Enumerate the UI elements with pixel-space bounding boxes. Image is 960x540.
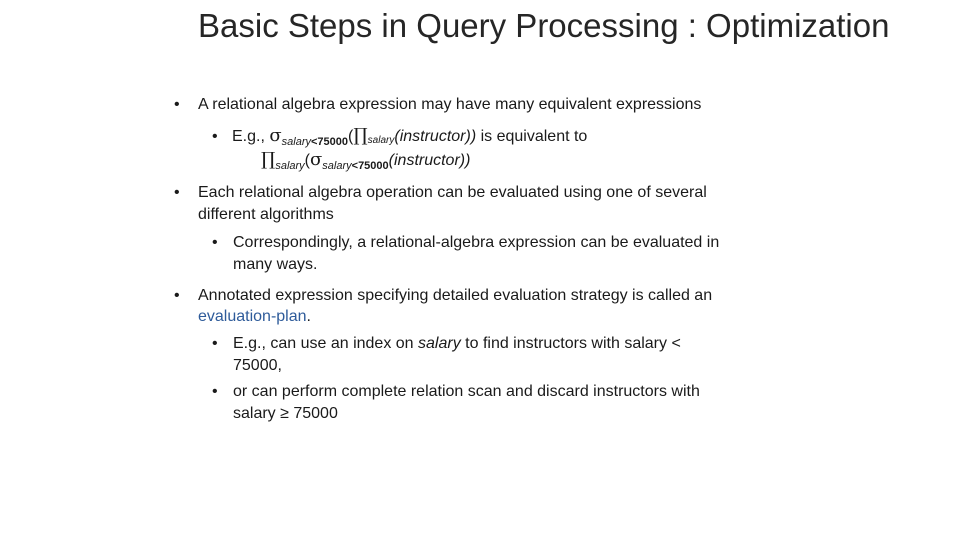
term-period: . (306, 308, 311, 325)
sigma-subscript-cond: <75000 (311, 136, 349, 148)
pi-argument: (instructor)) (394, 128, 477, 145)
sigma-subscript-cond: <75000 (351, 160, 389, 172)
equivalent-text: is equivalent to (476, 128, 588, 145)
bullet-1-text: A relational algebra expression may have many equivalent expressions (198, 96, 702, 113)
sigma-argument: (instructor)) (388, 152, 471, 169)
index-text-post: to find instructors with salary < (460, 335, 681, 352)
index-text-pre: E.g., can use an index on (233, 335, 419, 352)
sigma-symbol: σ (269, 125, 282, 146)
bullet-2a-line-2: many ways. (233, 256, 318, 273)
bullet-2a-line-1: Correspondingly, a relational-algebra expression can be evaluated in (233, 234, 720, 251)
bullet-1a-expression (232, 126, 587, 149)
bullet-marker: • (212, 335, 218, 352)
bullet-3b-line-1: or can perform complete relation scan and discard instructors with (233, 383, 700, 400)
bullet-marker: • (174, 287, 180, 304)
bullet-3a-line-1 (233, 334, 681, 354)
bullet-marker: • (212, 128, 218, 145)
open-paren: ( (348, 128, 354, 145)
bullet-3-line-2 (198, 307, 311, 327)
bullet-2-line-1: Each relational algebra operation can be evaluated using one of several (198, 184, 707, 201)
bullet-1b-expression (261, 150, 470, 172)
bullet-marker: • (212, 234, 218, 251)
pi-subscript: salary (367, 135, 395, 146)
slide-title: Basic Steps in Query Processing : Optimization (198, 7, 890, 44)
salary-italic: salary (418, 335, 461, 352)
eg-prefix: E.g., (232, 128, 270, 145)
bullet-3-line-1: Annotated expression specifying detailed evaluation strategy is called an (198, 287, 713, 304)
sigma-symbol: σ (310, 149, 323, 170)
open-paren: ( (304, 152, 310, 169)
pi-symbol: ∏ (353, 125, 368, 146)
bullet-marker: • (212, 383, 218, 400)
pi-subscript: salary (275, 160, 305, 172)
evaluation-plan-term: evaluation-plan (198, 308, 307, 325)
bullet-marker: • (174, 184, 180, 201)
bullet-marker: • (174, 96, 180, 113)
sigma-subscript-attr: salary (281, 136, 311, 148)
bullet-2-line-2: different algorithms (198, 206, 334, 223)
bullet-3b-line-2: salary ≥ 75000 (233, 405, 338, 422)
pi-symbol: ∏ (261, 149, 276, 170)
sigma-subscript-attr: salary (322, 160, 352, 172)
bullet-3a-line-2: 75000, (233, 357, 282, 374)
